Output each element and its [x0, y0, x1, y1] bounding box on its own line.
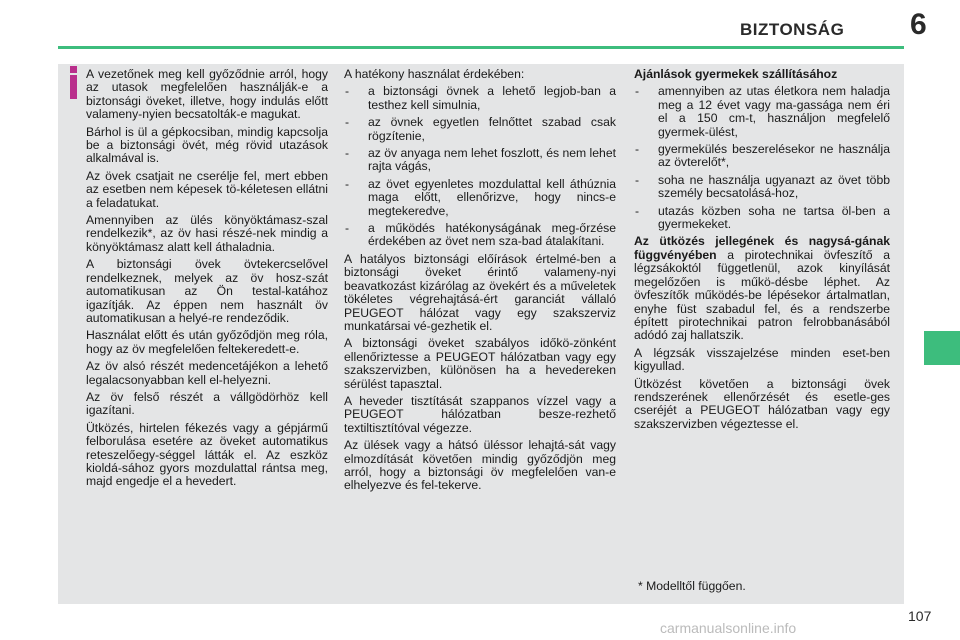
- column-middle: [344, 68, 616, 497]
- list-intro: A hatékony használat érdekében:: [344, 67, 525, 81]
- page-number: 107: [908, 608, 932, 624]
- column-right: [634, 68, 890, 435]
- list-item: - amennyiben az utas életkora nem haladja meg a 12 évet vagy ma-gassága nem éri el a 150 cm-t, használjon megfelelő gyermek-ülést,: [634, 85, 890, 139]
- children-heading: Ajánlások gyermekek szállításához: [634, 67, 838, 81]
- paragraph: Bárhol is ül a gépkocsiban, mindig kapcsolja be a biztonsági övét, még rövid utazások alkalmával is.: [86, 124, 328, 166]
- list-item: - utazás közben soha ne tartsa öl-ben a gyermekeket.: [634, 205, 890, 232]
- usage-list: [344, 85, 616, 248]
- paragraph: Az öv alsó részét medencetájékon a lehető legalacsonyabban kell el-helyezni.: [86, 359, 328, 387]
- pretensioner-paragraph: [634, 235, 890, 342]
- paragraph: Az ülések vagy a hátsó üléssor lehajtá-sát vagy elmozdítását követően mindig győződjön meg arról, hogy a biztonsági öv megfelelően van-e elhelyezve és fel-tekerve.: [344, 438, 616, 493]
- paragraph: A biztonsági öveket szabályos időkö-zönként ellenőriztesse a PEUGEOT hálózatban vagy egy szakszervizben, különösen ha a hevedereken sérülést tapasztal.: [344, 336, 616, 391]
- section-title: BIZTONSÁG: [740, 20, 845, 39]
- paragraph: Az övek csatjait ne cserélje fel, mert ebben az esetben nem képesek tö-kéletesen ellátni a feladatukat.: [86, 168, 328, 210]
- list-item: - a biztonsági övnek a lehető legjob-ban a testhez kell simulnia,: [344, 85, 616, 112]
- list-item: - soha ne használja ugyanazt az övet több személy becsatolásá-hoz,: [634, 174, 890, 201]
- pretensioner-lead: Az ütközés jellegének és nagysá-gának függvényében: [634, 234, 890, 262]
- paragraph: A heveder tisztítását szappanos vízzel vagy a PEUGEOT hálózatban besze-rezhető textiltisztítóval végezze.: [344, 393, 616, 435]
- paragraph: Amennyiben az ülés könyöktámasz-szal rendelkezik*, az öv hasi részé-nek mindig a könyöktámasz alatt kell áthaladnia.: [86, 213, 328, 254]
- paragraph: A légzsák visszajelzése minden eset-ben kigyullad.: [634, 345, 890, 374]
- list-item: - az övet egyenletes mozdulattal kell áthúznia maga előtt, ellenőrizve, hogy nincs-e megtekeredve,: [344, 178, 616, 218]
- paragraph: A vezetőnek meg kell győződnie arról, hogy az utasok megfelelően használják-e a biztonsági öveket, illetve, hogy indulás előtt valameny-nyien becsatolták-e magukat.: [86, 67, 328, 122]
- pretensioner-text: a pirotechnikai övfeszítő a légzsákoktól függetlenül, azok kinyílását megelőzően is műkö-désbe léphet. Az övfeszítők működés-be lépésekor ártalmatlan, enyhe füst szabadul fel, és a rendszerbe épített pirotechnikai patron felrobbanásából adódó zaj hallatszik.: [634, 247, 890, 343]
- list-item: - az övnek egyetlen felnőttet szabad csak rögzítenie,: [344, 116, 616, 143]
- header-divider: [58, 46, 904, 49]
- paragraph: A biztonsági övek övtekercselővel rendelkeznek, melyek az öv hosz-szát automatikusan az Ön testal-katához igazítják. Az éppen nem használt öv automatikusan a helyé-re rendeződik.: [86, 257, 328, 325]
- paragraph: A hatályos biztonsági előírások értelmé-ben a biztonsági öveket érintő valameny-nyi beavatkozást kizárólag az övekért és a műveletek tökéletes végrehajtásá-ért garanciát vállaló PEUGEOT hálózat vagy egy szakszerviz munkatársai vé-gezhetik el.: [344, 251, 616, 333]
- list-item: - a működés hatékonyságának meg-őrzése érdekében az övet nem sza-bad átalakítani.: [344, 222, 616, 249]
- paragraph: Használat előtt és után győződjön meg róla, hogy az öv megfelelően feltekeredett-e.: [86, 328, 328, 356]
- column-left: [86, 68, 328, 493]
- paragraph: Az öv felső részét a vállgödörhöz kell igazítani.: [86, 389, 328, 418]
- list-item: - az öv anyaga nem lehet foszlott, és nem lehet rajta vágás,: [344, 147, 616, 174]
- list-item: - gyermekülés beszerelésekor ne használja az övterelőt*,: [634, 143, 890, 170]
- chapter-tab: [924, 331, 960, 365]
- footnote: * Modelltől függően.: [638, 579, 746, 593]
- info-icon: [66, 66, 82, 99]
- paragraph: Ütközést követően a biztonsági övek rendszerének ellenőrzését és esetle-ges cseréjét a PEUGEOT hálózatban vagy egy szakszervizben végeztesse el.: [634, 376, 890, 431]
- watermark: carmanualsonline.info: [660, 620, 797, 636]
- paragraph: Ütközés, hirtelen fékezés vagy a gépjármű felborulása esetére az öveket automatikus reteszelőegy-séggel látták el. Az eszköz kioldá-sához gyors mozdulattal rántsa meg, majd engedje el a hevedert.: [86, 420, 328, 489]
- children-list: [634, 85, 890, 231]
- chapter-number: 6: [910, 8, 927, 41]
